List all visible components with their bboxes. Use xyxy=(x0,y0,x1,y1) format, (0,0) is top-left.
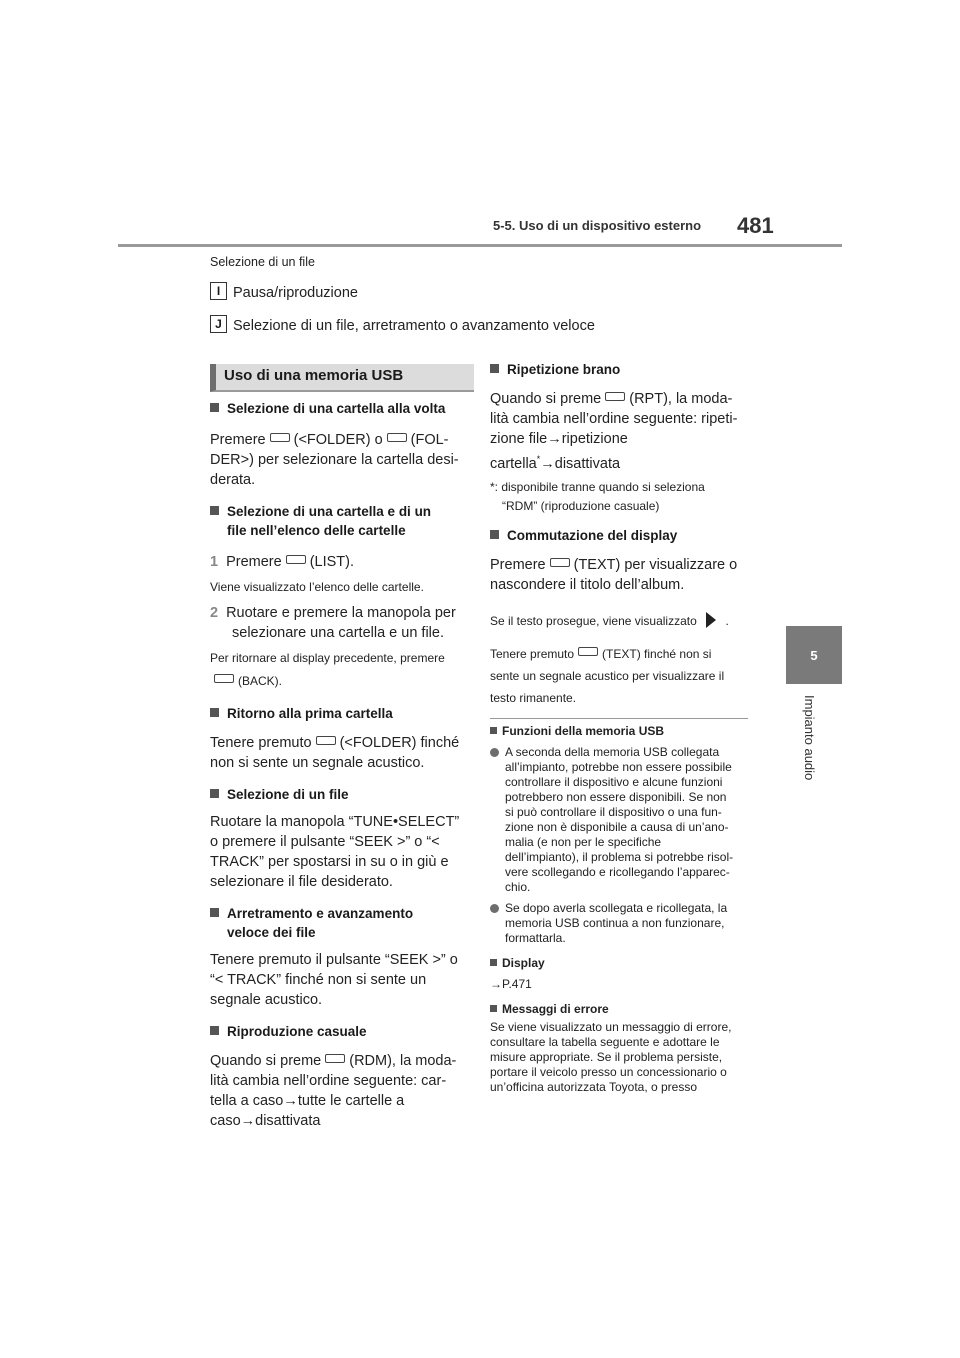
heading-folder-one-at-time: Selezione di una cartella alla volta xyxy=(210,399,468,418)
note-hold-text: Tenere premuto (TEXT) finché non si sente un segnale acustico per visualizzare il testo rimanente. xyxy=(490,646,725,705)
paragraph-random: Quando si preme (RDM), la moda- lità cambia nell’ordine seguente: car- tella a caso→tutte le cartelle a caso→disattivata xyxy=(210,1053,457,1129)
heading-first-folder: Ritorno alla prima cartella xyxy=(210,704,468,723)
chapter-number: 5 xyxy=(810,647,818,663)
circle-bullet-icon xyxy=(490,904,499,913)
heading-folder-list: Selezione di una cartella e di un file nell’elenco delle cartelle xyxy=(210,502,468,540)
callout-j-text: Selezione di un file, arretramento o avanzamento veloce xyxy=(233,318,595,334)
page-number: 481 xyxy=(737,213,774,238)
square-bullet-icon xyxy=(210,403,219,412)
heading-repeat: Ripetizione brano xyxy=(490,360,748,379)
square-bullet-icon xyxy=(490,727,497,734)
header-rule xyxy=(118,244,842,247)
section-title-usb: Uso di una memoria USB xyxy=(210,364,474,392)
callout-j-marker: J xyxy=(210,315,227,333)
right-column-top xyxy=(490,360,748,709)
square-bullet-icon xyxy=(490,1005,497,1012)
left-column xyxy=(210,399,468,1131)
button-icon xyxy=(387,433,407,442)
paragraph-folder: Premere (<FOLDER) o (FOL- DER>) per selezionare la cartella desi- derata. xyxy=(210,432,459,488)
square-bullet-icon xyxy=(490,364,499,373)
button-icon xyxy=(270,433,290,442)
paragraph-first-folder: Tenere premuto (<FOLDER) finché non si sente un segnale acustico. xyxy=(210,735,460,771)
chapter-tab[interactable] xyxy=(786,626,842,684)
square-bullet-icon xyxy=(210,708,219,717)
heading-display: Display xyxy=(490,956,748,971)
paragraph-rewind-forward: Tenere premuto il pulsante “SEEK >” o “< TRACK” finché non si sente un segnale acustico. xyxy=(210,952,458,1008)
circle-bullet-icon xyxy=(490,748,499,757)
bullet-usb-functions-1: A seconda della memoria USB collegata all’impianto, potrebbe non essere possibile controllare il dispositivo e alcune funzioni potrebbero non essere disponibili. Se non si può controllare il dispositivo o una fun- zione non è disponibile a causa di un’ano- malia (e non per le specifiche dell’impianto), il problema si potrebbe risol- vere scollegando e ricollegando l’apparec- chio. xyxy=(490,745,748,895)
heading-error-messages: Messaggi di errore xyxy=(490,1002,748,1017)
note-text-continues: Se il testo prosegue, viene visualizzato . xyxy=(490,611,748,629)
step-1: 1 Premere (LIST). xyxy=(210,554,354,570)
button-icon xyxy=(316,736,336,745)
arrow-right-icon xyxy=(704,611,718,629)
heading-display-switch: Commutazione del display xyxy=(490,526,748,545)
button-icon xyxy=(605,392,625,401)
heading-random: Riproduzione casuale xyxy=(210,1022,468,1041)
step-2-note: Per ritornare al display precedente, premere (BACK). xyxy=(210,651,445,688)
heading-usb-functions: Funzioni della memoria USB xyxy=(490,724,748,739)
button-icon xyxy=(286,555,306,564)
square-bullet-icon xyxy=(490,959,497,966)
paragraph-error-messages: Se viene visualizzato un messaggio di errore, consultare la tabella seguente e adottare le misure appropriate. Se il problema persiste, portare il veicolo presso un concessionario o un’officina autorizzata Toyota, o presso xyxy=(490,1020,732,1094)
callout-i-text: Pausa/riproduzione xyxy=(233,285,358,301)
square-bullet-icon xyxy=(490,530,499,539)
right-column-divider xyxy=(490,718,748,719)
square-bullet-icon xyxy=(210,1026,219,1035)
square-bullet-icon xyxy=(210,789,219,798)
paragraph-select-file: Ruotare la manopola “TUNE•SELECT” o premere il pulsante “SEEK >” o “< TRACK” per spostarsi in su o in giù e selezionare il file desiderato. xyxy=(210,814,460,890)
heading-rewind-forward: Arretramento e avanzamento veloce dei file xyxy=(210,904,468,942)
square-bullet-icon xyxy=(210,506,219,515)
paragraph-repeat: Quando si preme (RPT), la moda- lità cambia nell’ordine seguente: ripeti- zione file→ripetizione cartella*→disattivata xyxy=(490,391,738,472)
paragraph-display-switch: Premere (TEXT) per visualizzare o nascondere il titolo dell’album. xyxy=(490,556,738,593)
chapter-label: Impianto audio xyxy=(802,695,817,781)
callout-i-marker: I xyxy=(210,282,227,300)
step-2: 2 Ruotare e premere la manopola per selezionare una cartella e un file. xyxy=(210,605,456,641)
right-column-bottom xyxy=(490,724,748,1095)
header-section-title: 5-5. Uso di un dispositivo esterno xyxy=(493,218,702,233)
display-page-ref[interactable]: →P.471 xyxy=(490,977,532,991)
button-icon xyxy=(325,1054,345,1063)
heading-select-file: Selezione di un file xyxy=(210,785,468,804)
footnote-repeat: *: disponibile tranne quando si seleziona “RDM” (riproduzione casuale) xyxy=(490,479,705,513)
button-icon xyxy=(578,647,598,656)
step-1-note: Viene visualizzato l’elenco delle cartelle. xyxy=(210,580,424,594)
button-icon xyxy=(214,674,234,683)
square-bullet-icon xyxy=(210,908,219,917)
intro-line: Selezione di un file xyxy=(210,255,315,269)
button-icon xyxy=(550,558,570,567)
bullet-usb-functions-2: Se dopo averla scollegata e ricollegata, la memoria USB continua a non funzionare, formattarla. xyxy=(490,901,748,946)
